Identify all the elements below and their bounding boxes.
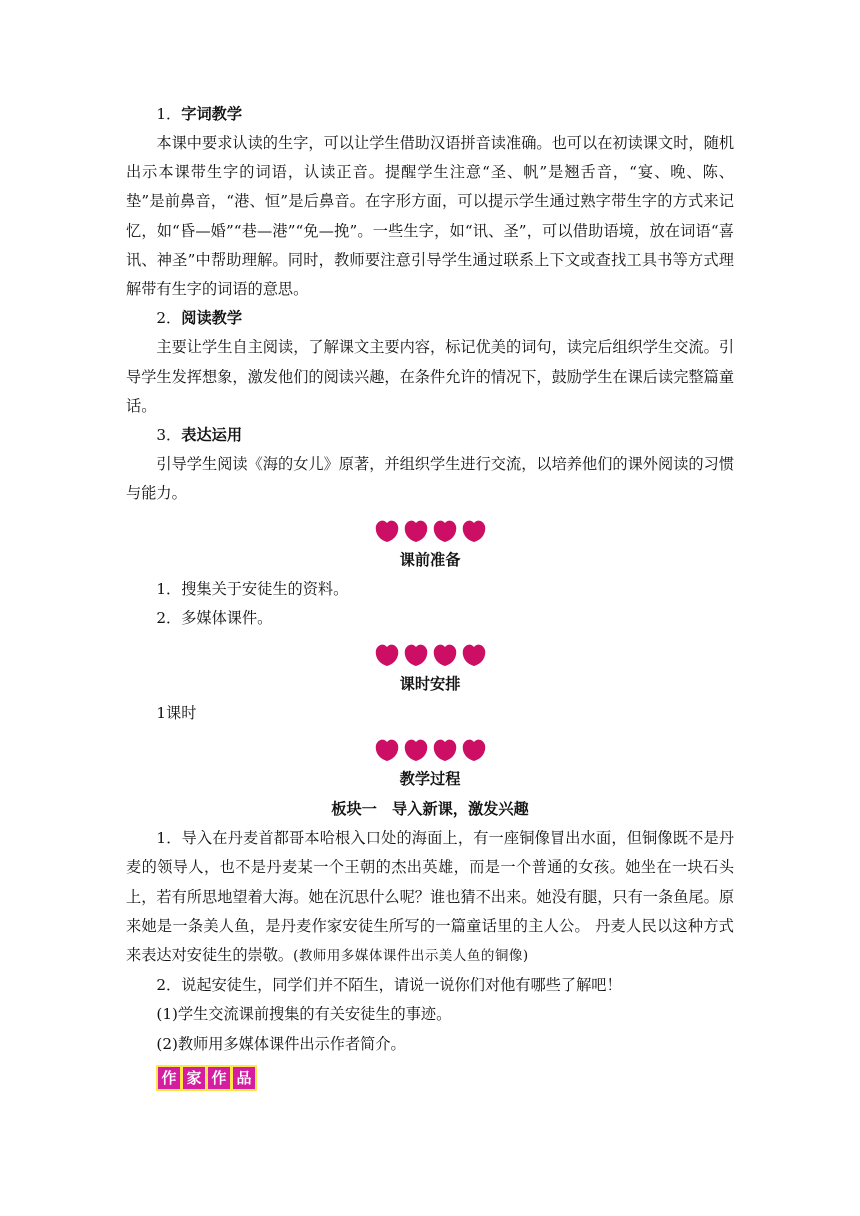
list-item: 2．多媒体课件。 — [156, 608, 273, 627]
paragraph-intro — [126, 824, 734, 971]
author-works-badge-wrapper — [156, 1059, 734, 1091]
badge-char: 作 — [158, 1067, 180, 1089]
heading-word-teaching — [126, 102, 734, 126]
paragraph-word-teaching: 本课中要求认读的生字，可以让学生借助汉语拼音读准确。也可以在初读课文时，随机出示本课带生字的词语，认读正音。提醒学生注意“圣、帆”是翘舌音，“宴、晚、陈、垫”是前鼻音，“港、恒”是后鼻音。在字形方面，可以提示学生通过熟字带生字的方式来记忆，如“昏—婚”“巷—港”“免—挽”。一些生字，如“讯、圣”，可以借助语境，放在词语“喜讯、神圣”中帮助理解。同时，教师要注意引导学生通过联系上下文或查找工具书等方式理解带有生字的词语的意思。 — [126, 134, 734, 299]
teacher-note: (教师用多媒体课件出示美人鱼的铜像) — [293, 948, 529, 965]
author-works-badge — [156, 1065, 257, 1091]
petal-icon — [403, 737, 429, 763]
petal-icon — [374, 518, 400, 544]
petal-icon — [432, 737, 458, 763]
badge-char: 家 — [183, 1067, 205, 1089]
section-subtitle: 板块一 导入新课，激发兴趣 — [331, 800, 529, 819]
sub-item: (1)学生交流课前搜集的有关安徒生的事迹。 — [156, 1005, 452, 1024]
petal-icon — [432, 642, 458, 668]
petal-icon — [432, 518, 458, 544]
sub-item: (2)教师用多媒体课件出示作者简介。 — [156, 1034, 406, 1053]
schedule-text: 1课时 — [156, 704, 197, 723]
badge-char: 品 — [233, 1067, 255, 1089]
section-title-process: 教学过程 — [399, 770, 461, 789]
petal-icon — [461, 642, 487, 668]
heading-text: 阅读教学 — [181, 309, 242, 328]
petal-icon — [374, 642, 400, 668]
document-content — [126, 102, 734, 1091]
petal-icon — [461, 518, 487, 544]
petal-icon — [403, 642, 429, 668]
list-item: 1．搜集关于安徒生的资料。 — [156, 579, 349, 598]
section-title-schedule: 课时安排 — [399, 675, 461, 694]
paragraph-expression: 引导学生阅读《海的女儿》原著，并组织学生进行交流，以培养他们的课外阅读的习惯与能力。 — [126, 455, 734, 503]
heading-number: 2． — [156, 309, 182, 328]
badge-char: 作 — [208, 1067, 230, 1089]
petal-divider — [126, 517, 734, 545]
paragraph-reading-teaching: 主要让学生自主阅读，了解课文主要内容，标记优美的词句，读完后组织学生交流。引导学生发挥想象，激发他们的阅读兴趣，在条件允许的情况下，鼓励学生在课后读完整篇童话。 — [126, 338, 734, 415]
petal-divider — [126, 641, 734, 669]
heading-text: 字词教学 — [181, 105, 242, 123]
petal-divider — [126, 736, 734, 764]
heading-number: 1． — [156, 105, 182, 123]
paragraph-intro-text: 1．导入在丹麦首都哥本哈根入口处的海面上，有一座铜像冒出水面，但铜像既不是丹麦的领导人，也不是丹麦某一个王朝的杰出英雄，而是一个普通的女孩。她坐在一块石头上，若有所思地望着大海。她在沉思什么呢？谁也猜不出来。她没有腿，只有一条鱼尾。原来她是一条美人鱼，是丹麦作家安徒生所写的一篇童话里的主人公。 丹麦人民以这种方式来表达对安徒生的崇敬。 — [126, 829, 734, 965]
heading-reading-teaching — [126, 304, 734, 333]
petal-icon — [403, 518, 429, 544]
section-title-preparation: 课前准备 — [399, 550, 461, 569]
paragraph-question: 2．说起安徒生，同学们并不陌生，请说一说你们对他有哪些了解吧！ — [156, 976, 622, 995]
heading-expression — [126, 421, 734, 450]
heading-number: 3． — [156, 426, 182, 445]
petal-icon — [374, 737, 400, 763]
heading-text: 表达运用 — [181, 426, 242, 445]
petal-icon — [461, 737, 487, 763]
